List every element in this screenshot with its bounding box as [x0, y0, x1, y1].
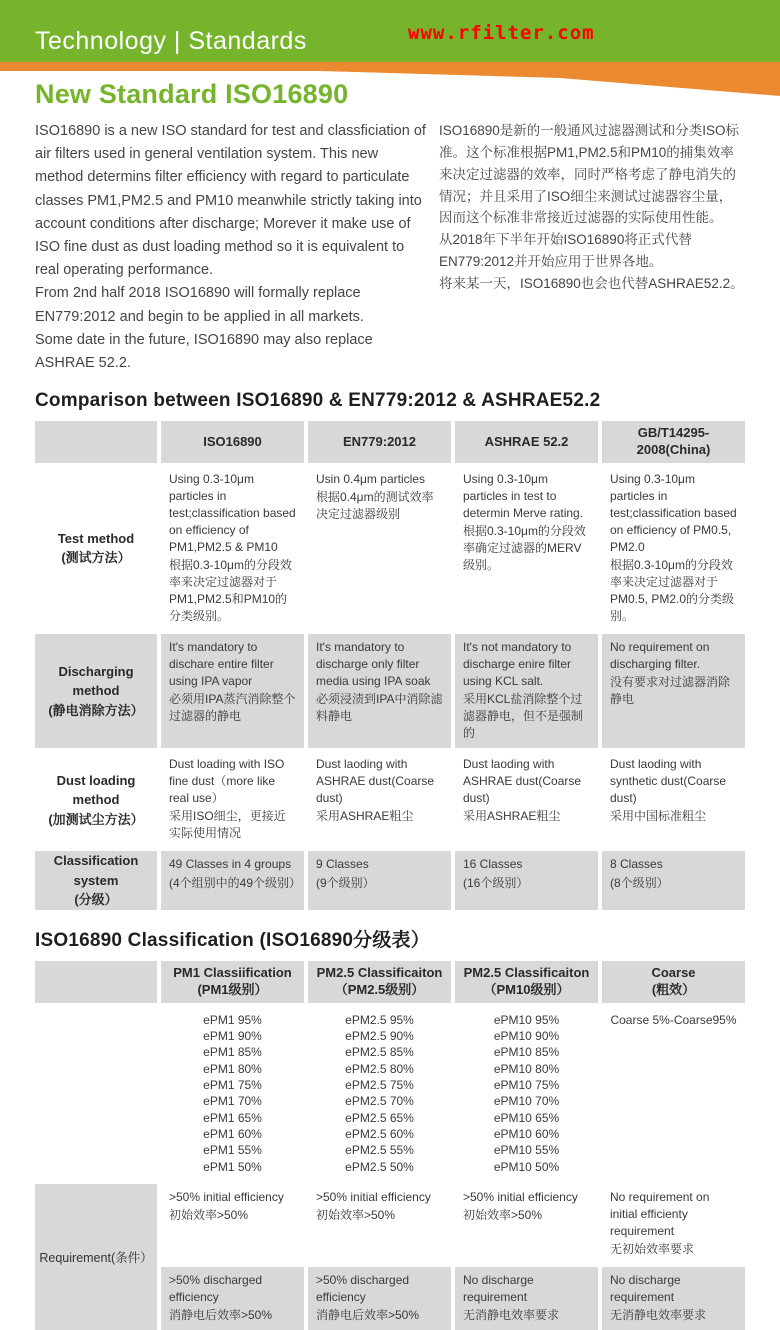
intro-english-column — [35, 120, 427, 375]
cell-text-zh: 初始效率>50% — [169, 1207, 249, 1222]
row-label-discharging-method — [35, 634, 157, 748]
cell-text-en: 8 Classes — [610, 857, 663, 872]
cell-text-en: 16 Classes — [463, 857, 523, 872]
classification-table — [35, 961, 745, 1330]
classification-header-pm10 — [455, 961, 598, 1003]
row-label-en: Discharging method — [58, 663, 134, 699]
cell-text-zh: 采用ISO细尘，更接近实际使用情况 — [169, 809, 286, 841]
row-label-zh: (分级） — [74, 892, 118, 908]
cell-text-en: No requirement on initial efficienty requirement — [610, 1189, 710, 1238]
row-label-en: Classification system — [53, 853, 139, 888]
intro-zh-paragraph-2: 从2018年下半年开始ISO16890将正式代替EN779:2012并开始应用于世界各地。 — [439, 232, 692, 270]
cell-text-en: Using 0.3-10μm particles in test;classification based on efficiency of PM0.5, PM2.0 — [610, 471, 737, 554]
table-cell — [455, 751, 598, 848]
cell-text-zh: 必须浸渍到IPA中消除滤料静电 — [316, 692, 443, 724]
requirement-discharged-cell — [161, 1267, 304, 1330]
requirement-initial-cell — [455, 1184, 598, 1264]
intro-zh-paragraph-1: ISO16890是新的一般通风过滤器测试和分类ISO标准。这个标准根据PM1,PM2.5和PM10的捕集效率来决定过滤器的效率，同时严格考虑了静电消失的情况；并且采用了ISO细尘来测试过滤器容尘量，因而这个标准非常接近过滤器的实际使用性能。 — [439, 123, 740, 226]
table-cell — [602, 634, 745, 748]
comparison-table — [35, 421, 745, 910]
coarse-class-value: Coarse 5%-Coarse95% — [602, 1006, 745, 1181]
requirement-row-label: Requirement(条件） — [35, 1184, 157, 1330]
row-label-en: Test method — [57, 530, 135, 546]
column-header-en: PM1 Classiification — [173, 964, 292, 980]
comparison-heading: Comparison between ISO16890 & EN779:2012 & ASHRAE52.2 — [35, 390, 601, 412]
requirement-discharged-cell — [308, 1267, 451, 1330]
cell-text-zh: 采用ASHRAE粗尘 — [316, 809, 414, 824]
cell-text-zh: 根据0.3-10μm的分段效率来决定过滤器对于PM1,PM2.5和PM10的分类级别。 — [169, 558, 292, 624]
requirement-discharged-cell — [455, 1267, 598, 1330]
table-cell — [308, 466, 451, 631]
row-label-dust-loading-method — [35, 751, 157, 848]
cell-text-en: It's not mandatory to discharge enire filter using KCL salt. — [463, 640, 572, 689]
cell-text-zh: 采用中国标准粗尘 — [610, 809, 707, 824]
column-header-zh: （PM10级别） — [483, 981, 570, 997]
cell-text-en: Dust laoding with synthetic dust(Coarse dust) — [610, 757, 727, 806]
column-header-en: Coarse — [651, 964, 696, 980]
classification-header-empty — [35, 961, 157, 1003]
epm10-class-list: ePM10 95% ePM10 90% ePM10 85% ePM10 80% ePM10 75% ePM10 70% ePM10 65% ePM10 60% ePM10 55% ePM10 50% — [455, 1006, 598, 1181]
comparison-header-empty — [35, 421, 157, 463]
intro-chinese-column — [439, 120, 745, 375]
table-cell — [161, 466, 304, 631]
cell-text-zh: (9个级别） — [316, 875, 375, 890]
intro-en-paragraph-3: Some date in the future, ISO16890 may also replace ASHRAE 52.2. — [35, 331, 373, 371]
cell-text-zh: 没有要求对过滤器消除静电 — [610, 675, 731, 707]
cell-text-zh: 根据0.4μm的测试效率决定过滤器级别 — [316, 489, 434, 521]
table-cell — [161, 634, 304, 748]
column-header-en: PM2.5 Classificaiton — [316, 964, 443, 980]
requirement-initial-cell — [308, 1184, 451, 1264]
column-header-zh: （PM2.5级别） — [334, 981, 425, 997]
cell-text-zh: (16个级别） — [463, 875, 529, 890]
intro-section — [35, 120, 745, 375]
column-header-zh: (PM1级别） — [197, 981, 268, 997]
cell-text-en: Using 0.3-10μm particles in test;classification based on efficiency of PM1,PM2.5 & PM10 — [169, 471, 296, 554]
classification-heading: ISO16890 Classification (ISO16890分级表） — [35, 929, 430, 951]
cell-text-en: No discharge requirement — [610, 1273, 681, 1305]
cell-text-en: >50% initial efficiency — [463, 1189, 578, 1204]
table-cell — [602, 751, 745, 848]
column-header-zh: (粗效） — [651, 981, 696, 997]
comparison-header-iso16890: ISO16890 — [161, 421, 304, 463]
table-cell — [602, 851, 745, 910]
cell-text-zh: 根据0.3-10μm的分段效率来决定过滤器对于PM0.5, PM2.0的分类级别。 — [610, 558, 735, 624]
cell-text-zh: 采用ASHRAE粗尘 — [463, 809, 561, 824]
cell-text-en: 9 Classes — [316, 857, 369, 872]
table-cell — [308, 751, 451, 848]
cell-text-en: >50% discharged efficiency — [316, 1273, 410, 1305]
comparison-header-ashrae: ASHRAE 52.2 — [455, 421, 598, 463]
cell-text-zh: 无初始效率要求 — [610, 1241, 695, 1256]
table-cell — [455, 851, 598, 910]
cell-text-en: >50% discharged efficiency — [169, 1273, 263, 1305]
classification-header-pm25 — [308, 961, 451, 1003]
requirement-initial-cell — [161, 1184, 304, 1264]
cell-text-zh: 消静电后效率>50% — [316, 1308, 420, 1323]
cell-text-en: Dust laoding with ASHRAE dust(Coarse dust) — [463, 757, 582, 806]
table-cell — [602, 466, 745, 631]
cell-text-zh: 采用KCL盐消除整个过滤器静电，但不是强制的 — [463, 692, 584, 741]
comparison-header-gbt: GB/T14295-2008(China) — [602, 421, 745, 463]
header-bar — [0, 0, 780, 62]
intro-en-paragraph-2: From 2nd half 2018 ISO16890 will formally replace EN779:2012 and begin to be applied in all markets. — [35, 285, 364, 325]
cell-text-zh: 无消静电效率要求 — [463, 1308, 560, 1323]
cell-text-zh: 无消静电效率要求 — [610, 1308, 707, 1323]
cell-text-en: It's mandatory to discharge only filter media using IPA soak — [316, 640, 431, 689]
table-cell — [308, 851, 451, 910]
table-cell — [161, 751, 304, 848]
website-url: www.rfilter.com — [408, 22, 595, 44]
epm1-class-list: ePM1 95% ePM1 90% ePM1 85% ePM1 80% ePM1 75% ePM1 70% ePM1 65% ePM1 60% ePM1 55% ePM1 50% — [161, 1006, 304, 1181]
cell-text-en: >50% initial efficiency — [316, 1189, 431, 1204]
row-label-zh: (加测试尘方法） — [48, 811, 144, 827]
class-list-empty-cell — [35, 1006, 157, 1181]
column-header-en: PM2.5 Classificaiton — [463, 964, 590, 980]
cell-text-en: 49 Classes in 4 groups — [169, 857, 292, 872]
header-section-title: Technology | Standards — [35, 27, 307, 55]
epm25-class-list: ePM2.5 95% ePM2.5 90% ePM2.5 85% ePM2.5 80% ePM2.5 75% ePM2.5 70% ePM2.5 65% ePM2.5 60% ePM2.5 55% ePM2.5 50% — [308, 1006, 451, 1181]
cell-text-zh: 初始效率>50% — [316, 1207, 396, 1222]
intro-zh-paragraph-3: 将来某一天，ISO16890也会也代替ASHRAE52.2。 — [439, 276, 744, 292]
cell-text-en: It's mandatory to dischare entire filter using IPA vapor — [169, 640, 274, 689]
cell-text-en: Dust laoding with ASHRAE dust(Coarse dust) — [316, 757, 435, 806]
table-cell — [455, 466, 598, 631]
table-cell — [308, 634, 451, 748]
row-label-zh: (测试方法） — [61, 550, 131, 566]
table-cell — [161, 851, 304, 910]
cell-text-zh: 消静电后效率>50% — [169, 1308, 273, 1323]
cell-text-zh: 必须用IPA蒸汽消除整个过滤器的静电 — [169, 692, 296, 724]
cell-text-zh: 初始效率>50% — [463, 1207, 543, 1222]
classification-header-coarse — [602, 961, 745, 1003]
row-label-classification-system — [35, 851, 157, 910]
requirement-initial-cell — [602, 1184, 745, 1264]
cell-text-en: >50% initial efficiency — [169, 1189, 284, 1204]
page-content — [0, 79, 780, 1330]
cell-text-en: No discharge requirement — [463, 1273, 534, 1305]
cell-text-en: Usin 0.4μm particles — [316, 471, 425, 486]
table-cell — [455, 634, 598, 748]
intro-en-paragraph-1: ISO16890 is a new ISO standard for test and classficiation of air filters used in general ventilation system. This new method determins filter efficiency with regard to particulate classes PM1,PM2.5 and PM10 meanwhile strictly taking into account conditions after discharge; Morever it make use of ISO fine dust as dust loading method so it is equivalent to real operating performance. — [35, 123, 426, 279]
cell-text-en: Dust loading with ISO fine dust（more like real use） — [169, 757, 285, 806]
cell-text-zh: (4个组别中的49个级别） — [169, 875, 302, 890]
comparison-header-en779: EN779:2012 — [308, 421, 451, 463]
row-label-en: Dust loading method — [56, 772, 136, 808]
row-label-zh: (静电消除方法） — [48, 702, 144, 718]
requirement-discharged-cell — [602, 1267, 745, 1330]
page-title: New Standard ISO16890 — [35, 79, 349, 109]
row-label-test-method — [35, 466, 157, 631]
cell-text-en: Using 0.3-10μm particles in test to determin Merve rating. — [463, 471, 584, 520]
cell-text-en: No requirement on discharging filter. — [610, 640, 710, 672]
classification-header-pm1 — [161, 961, 304, 1003]
cell-text-zh: 根据0.3-10μm的分段效率确定过滤器的MERV级别。 — [463, 523, 586, 572]
cell-text-zh: (8个级别） — [610, 875, 669, 890]
